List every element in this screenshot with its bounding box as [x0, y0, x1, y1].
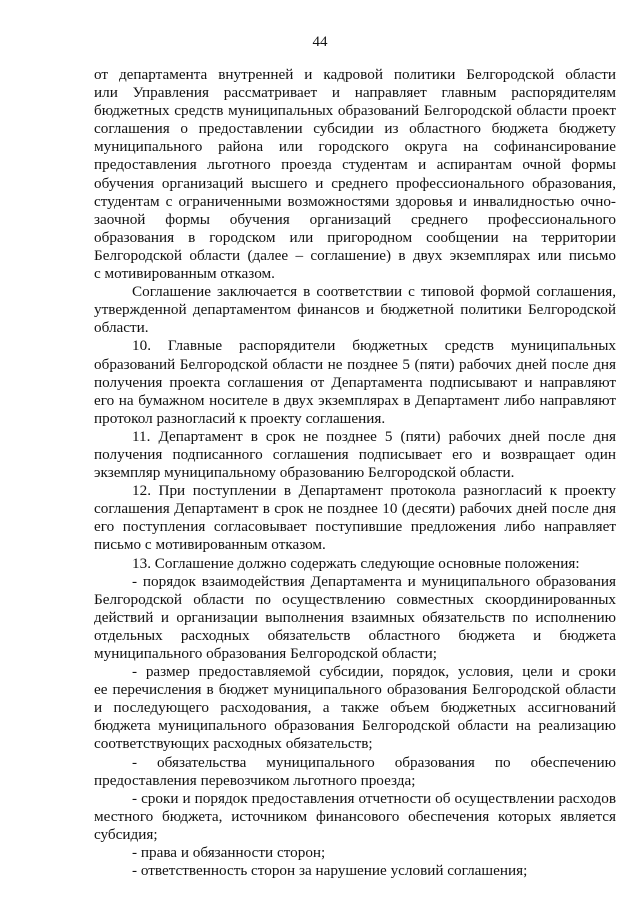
page-number: 44: [312, 34, 328, 50]
text-line: - размер предоставляемой субсидии, порядок, условия, цели и сроки: [132, 663, 616, 681]
text-line: субсидия;: [94, 825, 158, 843]
text-line: образования в городском или пригородном сообщении на территории: [94, 228, 616, 246]
text-line: - сроки и порядок предоставления отчетности об осуществлении расходов: [132, 789, 616, 807]
text-line: области.: [94, 319, 149, 337]
text-line: соглашения Департамент в срок не позднее 10 (десяти) рабочих дней после дня: [94, 500, 616, 518]
text-line: письмо с мотивированным отказом.: [94, 536, 326, 554]
text-line: отдельных расходных обязательств областного бюджета и бюджета: [94, 626, 616, 644]
text-line: предоставления перевозчиком льготного проезда;: [94, 771, 416, 789]
text-line: бюджетных средств муниципальных образований Белгородской области проект: [94, 102, 616, 120]
text-line: Белгородской области (далее – соглашение) в двух экземплярах или письмо: [94, 246, 616, 264]
text-line: 10. Главные распорядители бюджетных средств муниципальных: [132, 337, 616, 355]
text-line: экземпляр муниципальному образованию Белгородской области.: [94, 464, 515, 482]
text-line: от департамента внутренней и кадровой политики Белгородской области: [94, 66, 616, 83]
text-line: - обязательства муниципального образования по обеспечению: [132, 753, 616, 771]
text-line: соглашения о предоставлении субсидии из областного бюджета бюджету: [94, 120, 616, 138]
text-line: получения подписанного соглашения подписывает его и возвращает один: [94, 445, 616, 463]
text-line: получения проекта соглашения от Департамента подписывают и направляют: [94, 373, 616, 391]
text-line: с мотивированным отказом.: [94, 265, 275, 283]
text-line: муниципального района или городского округа на софинансирование: [94, 138, 616, 156]
text-line: протокол разногласий к проекту соглашения.: [94, 409, 386, 427]
text-line: соответствующих расходных обязательств;: [94, 735, 373, 753]
text-line: студентам с ограниченными возможностями здоровья и инвалидностью очно-: [94, 192, 616, 210]
text-line: бюджета муниципального образования Белгородской области на реализацию: [94, 717, 616, 735]
text-line: Белгородской области по осуществлению совместных скоординированных: [94, 590, 616, 608]
text-line: местного бюджета, источником финансового обеспечения которых является: [94, 807, 616, 825]
text-line: предоставления льготного проезда студентам и аспирантам очной формы: [94, 156, 616, 174]
text-line: Соглашение заключается в соответствии с типовой формой соглашения,: [132, 283, 616, 301]
text-line: и последующего расходования, а также объем бюджетных ассигнований: [94, 699, 616, 717]
text-line: - порядок взаимодействия Департамента и муниципального образования: [132, 572, 616, 590]
text-line: заочной формы обучения организаций среднего профессионального: [94, 210, 616, 228]
text-line: 13. Соглашение должно содержать следующие основные положения:: [132, 554, 580, 572]
text-line: ее перечисления в бюджет муниципального образования Белгородской области: [94, 681, 616, 699]
text-line: утвержденной департаментом финансов и бюджетной политики Белгородской: [94, 301, 616, 319]
text-line: его поступления согласовывает поступившие предложения либо направляет: [94, 518, 616, 536]
text-line: 12. При поступлении в Департамент протокола разногласий к проекту: [132, 482, 616, 500]
document-body: [94, 66, 616, 880]
text-line: действий и организации выполнения взаимных обязательств по исполнению: [94, 608, 616, 626]
text-line: муниципального образования Белгородской области;: [94, 645, 437, 662]
text-line: - права и обязанности сторон;: [132, 844, 326, 862]
text-line: обучения организаций высшего и среднего профессионального образования,: [94, 174, 616, 192]
text-line: образований Белгородской области не позднее 5 (пяти) рабочих дней после дня: [94, 355, 616, 373]
text-line: его на бумажном носителе в двух экземплярах в Департамент либо направляют: [94, 391, 616, 409]
text-line: или Управления рассматривает и направляет главным распорядителям: [94, 84, 616, 102]
text-line: - ответственность сторон за нарушение условий соглашения;: [132, 862, 528, 880]
text-line: 11. Департамент в срок не позднее 5 (пяти) рабочих дней после дня: [132, 427, 616, 445]
